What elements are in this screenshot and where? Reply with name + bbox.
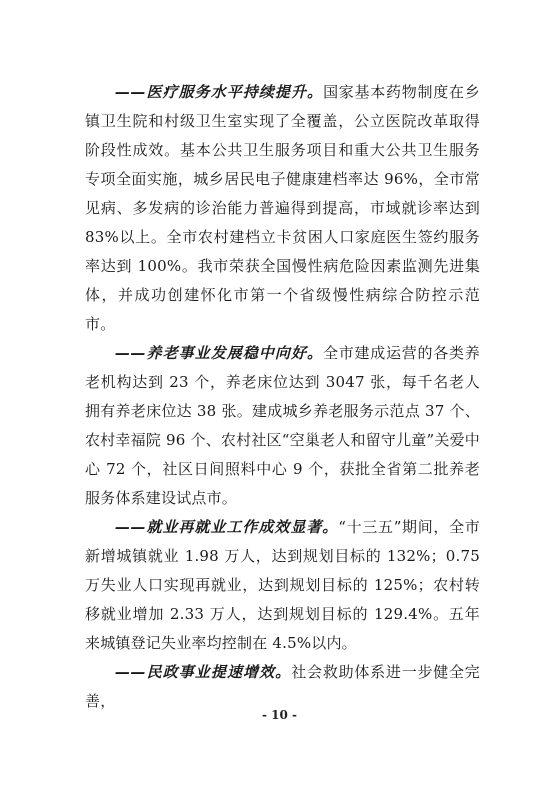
paragraph-lead: ——医疗服务水平持续提升。	[115, 83, 324, 101]
paragraph-lead: ——就业再就业工作成效显著。	[115, 518, 339, 536]
paragraph-elderly-care	[85, 339, 480, 513]
paragraph-employment	[85, 513, 480, 658]
paragraph-text: 全市建成运营的各类养老机构达到 23 个，养老床位达到 3047 张，每千名老人拥有养老床位达 38 张。建成城乡养老服务示范点 37 个、农村幸福院 96 个、农村社区“空巢老人和留守儿童”关爱中心 72 个，社区日间照料中心 9 个，获批全省第二批养老服务体系建设试点市。	[85, 344, 480, 507]
paragraph-medical-services	[85, 78, 480, 339]
paragraph-text: 社会救助体系进一步健全完善，	[85, 663, 480, 710]
paragraph-lead: ——民政事业提速增效。	[115, 663, 292, 681]
page-number: - 10 -	[261, 708, 297, 722]
document-body	[85, 78, 480, 716]
paragraph-text: “十三五”期间，全市新增城镇就业 1.98 万人，达到规划目标的 132%；0.75 万失业人口实现再就业，达到规划目标的 125%；农村转移就业增加 2.33 万人，达到规划目标的 129.4%。五年来城镇登记失业率均控制在 4.5%以内。	[85, 518, 480, 652]
paragraph-text: 国家基本药物制度在乡镇卫生院和村级卫生室实现了全覆盖，公立医院改革取得阶段性成效。基本公共卫生服务项目和重大公共卫生服务专项全面实施，城乡居民电子健康建档率达 96%，全市常见病、多发病的诊治能力普遍得到提高，市域就诊率达到 83%以上。全市农村建档立卡贫困人口家庭医生签约服务率达到 100%。我市荣获全国慢性病危险因素监测先进集体，并成功创建怀化市第一个省级慢性病综合防控示范市。	[85, 83, 480, 333]
paragraph-lead: ——养老事业发展稳中向好。	[115, 344, 324, 362]
